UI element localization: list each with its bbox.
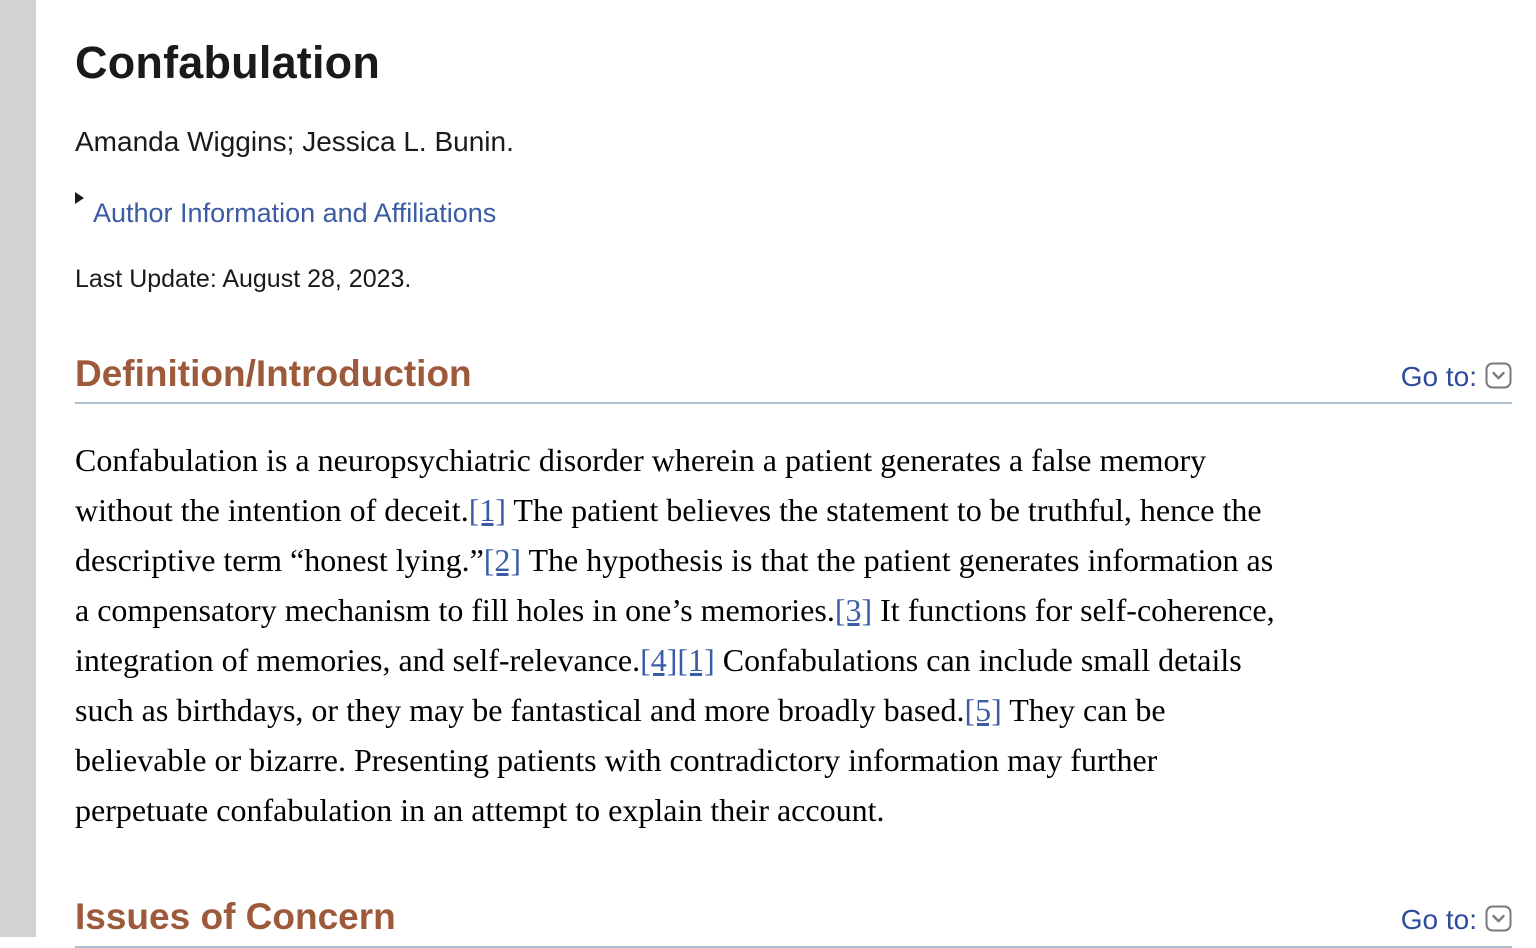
authors-line: Amanda Wiggins; Jessica L. Bunin. <box>75 126 514 157</box>
body-text-run: It functions for self-coherence, <box>872 592 1275 629</box>
section-rule <box>75 402 1512 404</box>
body-text-run: descriptive term “honest lying.” <box>75 542 484 579</box>
left-gutter <box>0 0 36 937</box>
body-text-run: perpetuate confabulation in an attempt to explain their account. <box>75 792 885 829</box>
goto-link[interactable]: Go to: <box>1400 904 1477 936</box>
last-update-line: Last Update: August 28, 2023. <box>75 264 412 293</box>
expand-triangle-icon[interactable] <box>75 192 84 204</box>
page-title: Confabulation <box>75 37 381 88</box>
reference-link-2[interactable]: [2] <box>483 542 522 579</box>
article-page <box>36 0 1536 937</box>
section-heading-issues-of-concern: Issues of Concern <box>75 896 396 938</box>
paragraph-line <box>75 685 1512 735</box>
paragraph-line <box>75 635 1512 685</box>
author-info-link[interactable]: Author Information and Affiliations <box>93 197 497 228</box>
section-rule <box>75 946 1512 948</box>
body-text-run: Confabulation is a neuropsychiatric disorder wherein a patient generates a false memory <box>75 442 1207 479</box>
paragraph-line <box>75 485 1512 535</box>
body-text-run: believable or bizarre. Presenting patients with contradictory information may further <box>75 742 1158 779</box>
body-text-run: They can be <box>1001 692 1166 729</box>
reference-link-4[interactable]: [4] <box>640 642 678 679</box>
body-text-run: The hypothesis is that the patient generates information as <box>521 542 1274 579</box>
goto-nav <box>1401 904 1512 936</box>
author-info-row <box>75 192 1512 235</box>
goto-link[interactable]: Go to: <box>1400 360 1477 392</box>
chevron-down-icon[interactable] <box>1485 905 1512 932</box>
body-text-run: without the intention of deceit. <box>75 492 469 529</box>
reference-link-3[interactable]: [3] <box>834 592 873 629</box>
paragraph-line <box>75 435 1512 485</box>
paragraph-line <box>75 785 1512 835</box>
goto-nav <box>1401 361 1512 393</box>
paragraph-line <box>75 535 1512 585</box>
body-text-run: Confabulations can include small details <box>714 642 1242 679</box>
body-text-run: The patient believes the statement to be truthful, hence the <box>506 492 1262 529</box>
definition-paragraph <box>75 435 1512 835</box>
paragraph-line <box>75 735 1512 785</box>
section-heading-definition-introduction: Definition/Introduction <box>75 352 472 394</box>
chevron-down-icon[interactable] <box>1485 362 1512 389</box>
body-text-run: integration of memories, and self-relevance. <box>75 642 641 679</box>
body-text-run: a compensatory mechanism to fill holes in one’s memories. <box>75 592 835 629</box>
body-text-run: such as birthdays, or they may be fantastical and more broadly based. <box>75 692 965 729</box>
reference-link-1b[interactable]: [1] <box>677 642 715 679</box>
reference-link-1[interactable]: [1] <box>468 492 506 529</box>
paragraph-line <box>75 585 1512 635</box>
reference-link-5[interactable]: [5] <box>964 692 1002 729</box>
section-header-issues <box>75 895 1512 939</box>
section-header-definition <box>75 352 1512 396</box>
